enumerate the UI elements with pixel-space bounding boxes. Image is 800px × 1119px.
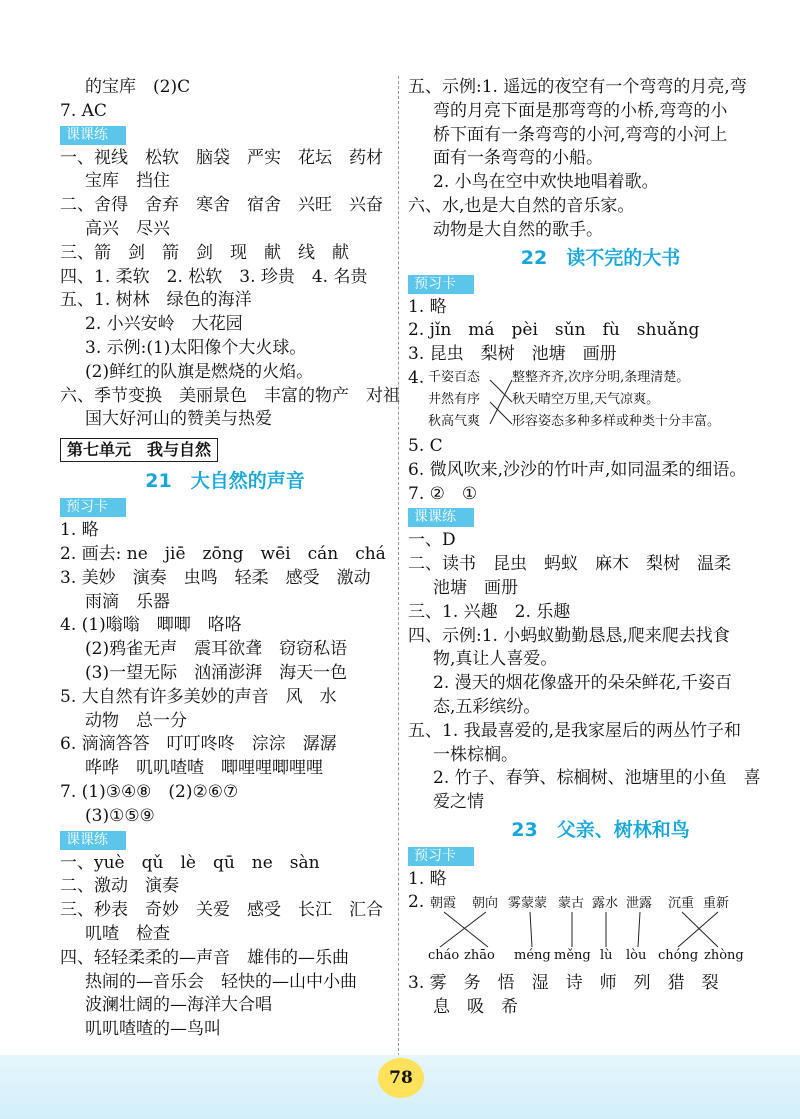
text-line: 2. 漫天的烟花像盛开的朵朵鲜花,千姿百 [433,673,733,694]
text-line: 息 吸 希 [433,996,518,1017]
text-line: 三、秒表 奇妙 关爱 感受 长江 汇合 [60,900,383,921]
text-line: 宝库 挡住 [85,171,170,192]
section-tag: 预习卡 [60,498,126,517]
text-line: 二、读书 昆虫 蚂蚁 麻木 梨树 温柔 [408,554,731,575]
text-line: 3. 雾 务 悟 湿 诗 师 列 猎 裂 [408,972,719,993]
match-right-item: 秋天晴空万里,天气凉爽。 [512,391,660,407]
text-line: 桥下面有一条弯弯的小河,弯弯的小河上 [433,124,728,145]
match-pinyin: chóng [658,947,699,963]
match-word: 朝向 [472,895,499,911]
match-pinyin: zhòng [704,947,744,963]
text-line: 五、1. 我最喜爱的,是我家屋后的两丛竹子和 [408,720,742,741]
text-line: 7. ② ① [408,483,478,504]
text-line: 2. 小兴安岭 大花园 [85,314,243,335]
match-left-item: 千姿百态 [428,369,481,385]
text-line: (2)鲜红的队旗是燃烧的火焰。 [85,361,314,382]
text-line: (2)鸦雀无声 震耳欲聋 窃窃私语 [85,639,348,660]
match-pinyin: zhāo [464,947,495,963]
text-line: 1. 略 [408,296,447,317]
text-line: (3)一望无际 汹涌澎湃 海天一色 [85,662,348,683]
match-pinyin: lù [600,947,613,963]
text-line: 二、激动 演奏 [60,876,179,897]
pinyin-matching-exercise [408,892,793,972]
text-line: 叽喳 检查 [85,923,170,944]
section-tag: 课课练 [60,831,126,850]
match-pinyin: méng [514,947,551,963]
text-line: 3. 示例:(1)太阳像个大火球。 [85,337,307,358]
text-line: 一、yuè qǔ lè qū ne sàn [60,852,320,873]
text-line: 热闹的—音乐会 轻快的—山中小曲 [85,971,357,992]
left-column [60,76,400,1042]
unit-title: 第七单元 我与自然 [60,438,218,462]
text-line: 2. jǐn má pèi sǔn fù shuǎng [408,320,700,341]
text-line: 四、1. 柔软 2. 松软 3. 珍贵 4. 名贵 [60,266,368,287]
text-line: 五、1. 树林 绿色的海洋 [60,290,252,311]
right-column [408,76,793,1019]
lesson-title: 21 大自然的声音 [145,470,305,493]
text-line: 动物 总一分 [85,710,187,731]
match-word: 沉重 [668,895,695,911]
text-line: 一、D [408,530,456,551]
section-tag: 课课练 [408,508,474,527]
text-line: 的宝库 (2)C [85,77,191,97]
text-line: 5. C [408,435,443,456]
text-line: 高兴 尽兴 [85,218,170,239]
text-line: 三、箭 剑 箭 剑 现 献 线 献 [60,242,349,263]
match-pinyin: měng [554,947,591,963]
text-line: 弯的月亮下面是那弯弯的小桥,弯弯的小 [433,100,728,121]
item-number: 2. [408,891,425,912]
text-line: 六、水,也是大自然的音乐家。 [408,195,635,216]
match-word: 蒙古 [558,895,585,911]
match-left-item: 秋高气爽 [428,413,481,429]
lesson-title: 23 父亲、树林和鸟 [511,818,690,841]
text-line: 国大好河山的赞美与热爱 [85,409,272,430]
match-word: 泄露 [626,895,653,911]
text-line: 6. 滴滴答答 叮叮咚咚 淙淙 潺潺 [60,734,337,755]
text-line: 5. 大自然有许多美妙的声音 风 水 [60,686,337,707]
text-line: 波澜壮阔的—海洋大合唱 [85,995,272,1016]
text-line: 4. (1)嗡嗡 唧唧 咯咯 [60,615,242,636]
text-line: 雨滴 乐器 [85,591,170,612]
text-line: 7. (1)③④⑧ (2)②⑥⑦ [60,781,239,802]
text-line: 四、示例:1. 小蚂蚁勤勤恳恳,爬来爬去找食 [408,625,730,646]
text-line: 一、视线 松软 脑袋 严实 花坛 药材 [60,147,383,168]
match-pinyin: lòu [626,947,647,963]
match-word: 朝霞 [430,895,457,911]
text-line: 三、1. 兴趣 2. 乐趣 [408,601,571,622]
match-pinyin: cháo [428,947,460,963]
text-line: 动物是大自然的歌手。 [433,219,603,240]
text-line: 2. 竹子、春笋、棕榈树、池塘里的小鱼 喜 [433,768,761,789]
text-line: 态,五彩缤纷。 [433,696,541,717]
match-word: 雾蒙蒙 [508,895,548,911]
section-tag: 预习卡 [408,847,474,866]
text-line: 面有一条弯弯的小船。 [433,148,603,169]
matching-exercise [408,367,793,435]
text-line: 2. 画去: ne jiē zōng wēi cán chá [60,543,386,564]
text-line: 池塘 画册 [433,577,518,598]
section-tag: 课课练 [60,126,126,145]
text-line: 二、舍得 舍弃 寒舍 宿舍 兴旺 兴奋 [60,195,383,216]
text-line: 7. AC [60,100,107,121]
text-line: 6. 微风吹来,沙沙的竹叶声,如同温柔的细语。 [408,459,747,480]
match-right-item: 形容姿态多种多样或种类十分丰富。 [512,413,721,429]
text-line: 四、轻轻柔柔的—声音 雄伟的—乐曲 [60,947,349,968]
match-word: 重新 [703,895,730,911]
text-line: 3. 昆虫 梨树 池塘 画册 [408,344,617,365]
text-line: 六、季节变换 美丽景色 丰富的物产 对祖 [60,385,400,406]
text-line: 五、示例:1. 遥远的夜空有一个弯弯的月亮,弯 [408,77,747,97]
item-number: 4. [408,367,425,388]
text-line: 1. 略 [408,868,447,889]
text-line: 3. 美妙 演奏 虫鸣 轻柔 感受 激动 [60,567,371,588]
text-line: 2. 小鸟在空中欢快地唱着歌。 [433,172,659,193]
page-number: 78 [378,1058,424,1098]
section-tag: 预习卡 [408,275,474,294]
text-line: 哗哗 叽叽喳喳 唧哩哩唧哩哩 [85,758,323,779]
match-lines [488,369,514,435]
text-line: 一株棕榈。 [433,744,518,765]
match-right-item: 整整齐齐,次序分明,条理清楚。 [512,369,690,385]
match-lines [408,892,748,950]
match-word: 露水 [592,895,619,911]
text-line: 物,真让人喜爱。 [433,649,558,670]
text-line: (3)①⑤⑨ [85,805,155,826]
text-line: 叽叽喳喳的—鸟叫 [85,1019,221,1040]
text-line: 1. 略 [60,520,99,541]
lesson-title: 22 读不完的大书 [520,246,681,269]
text-line: 爱之情 [433,792,484,813]
match-left-item: 井然有序 [428,391,481,407]
column-divider [398,76,399,1061]
